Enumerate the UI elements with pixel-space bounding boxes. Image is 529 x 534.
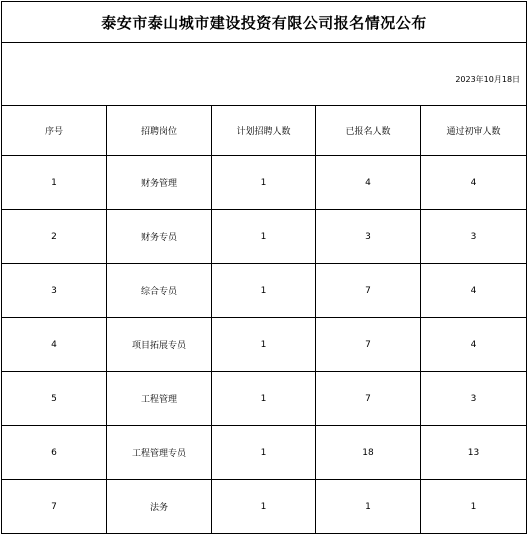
cell-registered: 7	[316, 372, 421, 426]
cell-passed: 1	[421, 480, 527, 534]
header-row	[2, 106, 527, 156]
cell-registered: 1	[316, 480, 421, 534]
table-row	[2, 318, 527, 372]
table-row	[2, 264, 527, 318]
cell-position: 项目拓展专员	[107, 318, 212, 372]
table-row	[2, 480, 527, 534]
cell-registered: 7	[316, 264, 421, 318]
table-row	[2, 426, 527, 480]
table-row	[2, 372, 527, 426]
cell-planned: 1	[212, 156, 316, 210]
date-row	[2, 43, 527, 106]
cell-seq: 7	[2, 480, 107, 534]
cell-passed: 4	[421, 156, 527, 210]
registration-table	[1, 1, 527, 534]
cell-registered: 18	[316, 426, 421, 480]
cell-position: 财务专员	[107, 210, 212, 264]
cell-registered: 3	[316, 210, 421, 264]
cell-seq: 3	[2, 264, 107, 318]
header-registered: 已报名人数	[316, 106, 421, 156]
page-title: 泰安市泰山城市建设投资有限公司报名情况公布	[101, 13, 427, 32]
cell-passed: 3	[421, 210, 527, 264]
cell-passed: 13	[421, 426, 527, 480]
cell-passed: 4	[421, 264, 527, 318]
cell-position: 工程管理专员	[107, 426, 212, 480]
cell-seq: 5	[2, 372, 107, 426]
cell-passed: 4	[421, 318, 527, 372]
header-position: 招聘岗位	[107, 106, 212, 156]
cell-registered: 4	[316, 156, 421, 210]
header-seq: 序号	[2, 106, 107, 156]
cell-passed: 3	[421, 372, 527, 426]
cell-planned: 1	[212, 480, 316, 534]
table-row	[2, 210, 527, 264]
title-cell	[2, 2, 527, 43]
cell-seq: 4	[2, 318, 107, 372]
cell-seq: 1	[2, 156, 107, 210]
cell-planned: 1	[212, 318, 316, 372]
cell-planned: 1	[212, 210, 316, 264]
header-planned: 计划招聘人数	[212, 106, 316, 156]
date-cell	[2, 43, 527, 106]
cell-position: 财务管理	[107, 156, 212, 210]
cell-planned: 1	[212, 426, 316, 480]
cell-position: 法务	[107, 480, 212, 534]
header-passed: 通过初审人数	[421, 106, 527, 156]
table-row	[2, 156, 527, 210]
cell-seq: 2	[2, 210, 107, 264]
title-row	[2, 2, 527, 43]
cell-seq: 6	[2, 426, 107, 480]
publish-date: 2023年10月18日	[455, 75, 521, 84]
cell-position: 综合专员	[107, 264, 212, 318]
cell-registered: 7	[316, 318, 421, 372]
cell-position: 工程管理	[107, 372, 212, 426]
cell-planned: 1	[212, 264, 316, 318]
cell-planned: 1	[212, 372, 316, 426]
